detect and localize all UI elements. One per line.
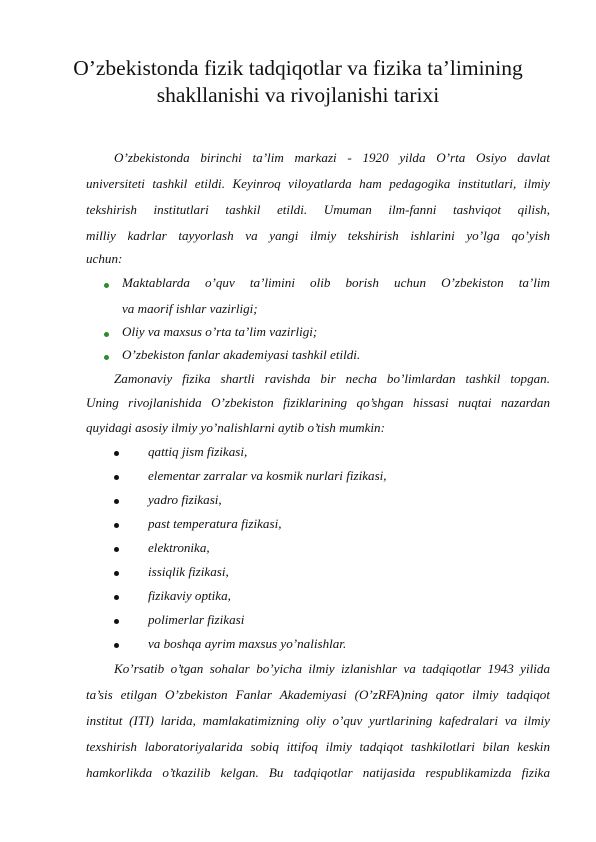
list1-item-3: O’zbekiston fanlar akademiyasi tashkil etildi. [122, 347, 361, 362]
para3-line-1: Ko’rsatib o’tgan sohalar bo’yicha ilmiy izlanishlar va tadqiqotlar 1943 yilida [114, 661, 550, 676]
para3-line-4: texshirish laboratoriyalarida sobiq ittifoq ilmiy tadqiqot tashkilotlari bilan keskin [86, 739, 550, 754]
list2-item-7: fizikaviy optika, [148, 588, 231, 603]
para3-line-5: hamkorlikda o’tkazilib kelgan. Bu tadqiqotlar natijasida respublikamizda fizika [86, 765, 550, 780]
bullet-icon [114, 475, 119, 480]
list2-item-6: issiqlik fizikasi, [148, 564, 229, 579]
bullet-icon [114, 523, 119, 528]
title-line-1: O’zbekistonda fizik tadqiqotlar va fizika ta’limining [73, 56, 523, 80]
list1-item-1-line-1: Maktablarda o’quv ta’limini olib borish uchun O’zbekiston ta’lim [122, 275, 550, 290]
list2-item-3: yadro fizikasi, [148, 492, 222, 507]
title-line-2: shakllanishi va rivojlanishi tarixi [156, 83, 440, 107]
bullet-icon [114, 643, 119, 648]
para3-line-2: ta’sis etilgan O’zbekiston Fanlar Akademiyasi (O’zRFA)ning qator ilmiy tadqiqot [86, 687, 550, 702]
bullet-icon [114, 619, 119, 624]
list2-item-9: va boshqa ayrim maxsus yo’nalishlar. [148, 636, 347, 651]
list2-item-5: elektronika, [148, 540, 210, 555]
bullet-icon [114, 499, 119, 504]
bullet-icon [104, 355, 109, 360]
bullet-icon [114, 451, 119, 456]
para1-line-5: uchun: [86, 251, 123, 266]
para3-line-3: institut (ITI) larida, mamlakatimizning oliy o’quv yurtlarining kafedralari va ilmiy [86, 713, 550, 728]
list2-item-2: elementar zarralar va kosmik nurlari fizikasi, [148, 468, 387, 483]
para2-line-2: Uning rivojlanishida O’zbekiston fiziklarining qo’shgan hissasi nuqtai nazardan [86, 395, 550, 410]
bullet-icon [114, 547, 119, 552]
page-title [60, 55, 536, 109]
para2-line-3: quyidagi asosiy ilmiy yo’nalishlarni aytib o’tish mumkin: [86, 420, 385, 435]
para2-line-1: Zamonaviy fizika shartli ravishda bir necha bo’limlardan tashkil topgan. [114, 371, 550, 386]
list2-item-8: polimerlar fizikasi [148, 612, 245, 627]
para1-line-1: O’zbekistonda birinchi ta’lim markazi - 1920 yilda O’rta Osiyo davlat [114, 150, 550, 165]
bullet-icon [104, 283, 109, 288]
bullet-icon [114, 571, 119, 576]
list2-item-4: past temperatura fizikasi, [148, 516, 282, 531]
para1-line-3: tekshirish institutlari tashkil etildi. Umuman ilm-fanni tashviqot qilish, [86, 202, 550, 217]
para1-line-2: universiteti tashkil etildi. Keyinroq viloyatlarda ham pedagogika institutlari, ilmiy [86, 176, 550, 191]
list1-item-2: Oliy va maxsus o’rta ta’lim vazirligi; [122, 324, 318, 339]
bullet-icon [114, 595, 119, 600]
list1-item-1-line-2: va maorif ishlar vazirligi; [122, 301, 258, 316]
para1-line-4: milliy kadrlar tayyorlash va yangi ilmiy tekshirish ishlarini yo’lga qo’yish [86, 228, 550, 243]
bullet-icon [104, 332, 109, 337]
list2-item-1: qattiq jism fizikasi, [148, 444, 248, 459]
